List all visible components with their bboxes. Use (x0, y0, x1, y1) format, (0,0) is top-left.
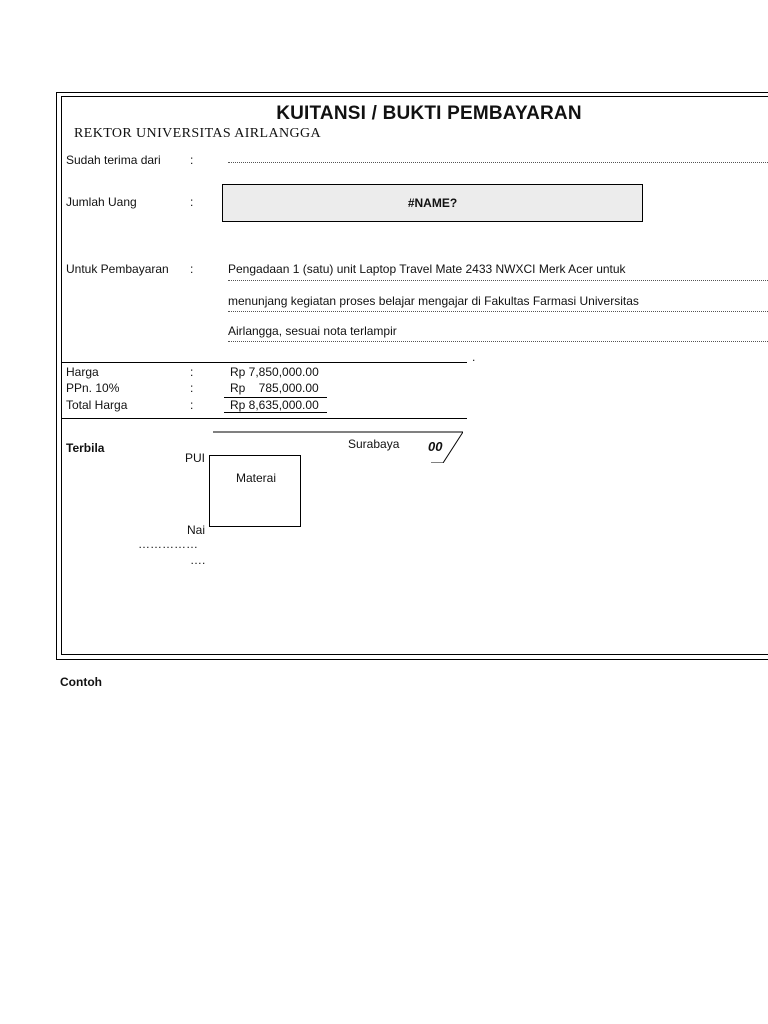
footer-contoh: Contoh (60, 675, 102, 689)
colon: : (190, 381, 194, 395)
payment-description-line-3: Airlangga, sesuai nota terlampir (228, 324, 397, 338)
price-value-harga: Rp 7,850,000.00 (230, 365, 319, 379)
colon: : (190, 262, 194, 276)
description-dotline-1 (228, 280, 768, 281)
colon: : (190, 195, 194, 209)
signer-fragment: PUI (185, 451, 206, 465)
name-dots: …………… (138, 537, 198, 551)
colon: : (190, 365, 194, 379)
jumlah-uang-value: #NAME? (407, 196, 458, 210)
price-table-bottom-rule (62, 418, 467, 419)
price-table-top-rule (62, 362, 467, 363)
payment-description-line-1: Pengadaan 1 (satu) unit Laptop Travel Mate 2433 NWXCI Merk Acer untuk (228, 262, 626, 276)
receipt-title: KUITANSI / BUKTI PEMBAYARAN (276, 103, 582, 124)
city-label: Surabaya (348, 437, 400, 451)
payment-description-line-2: menunjang kegiatan proses belajar mengajar di Fakultas Farmasi Universitas (228, 294, 639, 308)
description-dotline-3 (228, 341, 768, 342)
terbilang-label: Terbila (66, 441, 105, 455)
materai-label: Materai (236, 471, 277, 485)
stray-period: . (472, 350, 476, 364)
label-jumlah-uang: Jumlah Uang (66, 195, 137, 209)
sudah-terima-dari-line (228, 162, 768, 163)
terbilang-value-fragment: 00 (428, 439, 443, 454)
price-label-total: Total Harga (66, 398, 128, 412)
recipient-name: REKTOR UNIVERSITAS AIRLANGGA (74, 126, 322, 141)
nip-dots: …. (190, 553, 206, 567)
price-total-underline (224, 412, 327, 413)
price-label-ppn: PPn. 10% (66, 381, 120, 395)
name-fragment: Nai (187, 523, 206, 537)
materai-stamp-box (209, 455, 301, 527)
label-untuk-pembayaran: Untuk Pembayaran (66, 262, 169, 276)
receipt-inner-border (61, 96, 768, 655)
colon: : (190, 398, 194, 412)
price-label-harga: Harga (66, 365, 99, 379)
colon: : (190, 153, 194, 167)
label-sudah-terima-dari: Sudah terima dari (66, 153, 161, 167)
price-value-total: Rp 8,635,000.00 (230, 398, 319, 412)
description-dotline-2 (228, 311, 768, 312)
jumlah-uang-box (222, 184, 643, 222)
price-value-ppn: Rp 785,000.00 (230, 381, 319, 395)
